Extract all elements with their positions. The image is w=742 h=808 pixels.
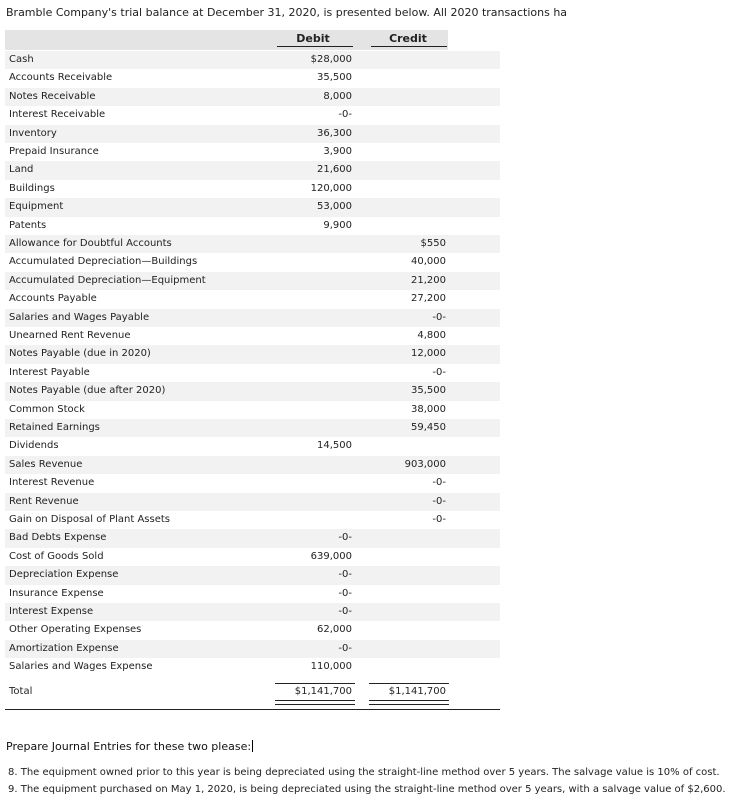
credit-amount: 12,000 bbox=[411, 348, 446, 360]
debit-amount: 110,000 bbox=[310, 661, 352, 673]
debit-amount: -0- bbox=[338, 606, 352, 617]
credit-amount: -0- bbox=[432, 311, 446, 323]
table-row bbox=[5, 566, 500, 584]
prompt-label: Prepare Journal Entries for these two please: bbox=[6, 740, 252, 753]
prompt-text[interactable] bbox=[6, 740, 253, 753]
requirement-8: 8. The equipment owned prior to this year is being depreciated using the straight-line method over 5 years. The salvage value is 10% of cost. bbox=[8, 767, 720, 778]
credit-amount: -0- bbox=[432, 477, 446, 489]
account-name: Buildings bbox=[9, 182, 55, 194]
debit-amount: -0- bbox=[338, 569, 352, 581]
account-name: Retained Earnings bbox=[9, 422, 100, 433]
debit-amount: 62,000 bbox=[317, 624, 352, 636]
table-row bbox=[5, 419, 500, 437]
table-row bbox=[5, 585, 500, 603]
account-name: Accounts Payable bbox=[9, 293, 97, 305]
credit-amount: 21,200 bbox=[411, 274, 446, 286]
credit-total-top-rule bbox=[369, 683, 449, 684]
debit-amount: 8,000 bbox=[323, 90, 352, 102]
table-row bbox=[5, 198, 500, 216]
account-name: Notes Payable (due after 2020) bbox=[9, 385, 166, 397]
debit-amount: 3,900 bbox=[323, 146, 352, 157]
table-row bbox=[5, 51, 500, 69]
credit-amount: 35,500 bbox=[411, 385, 446, 397]
table-row bbox=[5, 364, 500, 382]
total-row bbox=[5, 683, 500, 703]
credit-amount: -0- bbox=[432, 495, 446, 507]
table-row bbox=[5, 253, 500, 271]
table-row bbox=[5, 125, 500, 143]
debit-amount: 14,500 bbox=[317, 440, 352, 452]
account-name: Salaries and Wages Payable bbox=[9, 311, 150, 323]
text-caret bbox=[252, 740, 253, 752]
table-row bbox=[5, 621, 500, 639]
account-name: Amortization Expense bbox=[9, 642, 119, 654]
account-name: Accounts Receivable bbox=[9, 72, 113, 84]
account-name: Common Stock bbox=[9, 403, 85, 415]
account-name: Notes Receivable bbox=[9, 90, 96, 102]
total-label: Total bbox=[9, 685, 33, 697]
credit-amount: -0- bbox=[432, 514, 446, 525]
debit-amount: -0- bbox=[338, 642, 352, 654]
table-row bbox=[5, 474, 500, 492]
account-name: Unearned Rent Revenue bbox=[9, 330, 131, 341]
table-row bbox=[5, 88, 500, 106]
account-name: Accumulated Depreciation—Buildings bbox=[9, 256, 198, 268]
credit-amount: 40,000 bbox=[411, 256, 446, 268]
debit-header-underline bbox=[277, 46, 353, 47]
account-name: Inventory bbox=[9, 127, 57, 139]
debit-amount: 639,000 bbox=[310, 550, 352, 562]
table-row bbox=[5, 437, 500, 455]
table-header bbox=[5, 30, 448, 50]
debit-amount: 120,000 bbox=[310, 182, 352, 194]
table-row bbox=[5, 327, 500, 345]
table-row bbox=[5, 106, 500, 124]
debit-total-top-rule bbox=[275, 683, 355, 684]
table-bottom-rule bbox=[5, 709, 500, 710]
total-credit: $1,141,700 bbox=[388, 685, 446, 697]
account-name: Cash bbox=[9, 54, 34, 65]
account-name: Cost of Goods Sold bbox=[9, 550, 104, 562]
table-row bbox=[5, 658, 500, 676]
table-row bbox=[5, 511, 500, 529]
debit-column-header: Debit bbox=[296, 32, 330, 45]
debit-total-double-rule bbox=[275, 700, 355, 705]
credit-header-underline bbox=[371, 46, 447, 47]
requirement-9: 9. The equipment purchased on May 1, 2020, is being depreciated using the straight-line method over 5 years, with a salvage value of $2,600. bbox=[8, 784, 726, 795]
table-row bbox=[5, 401, 500, 419]
debit-amount: -0- bbox=[338, 532, 352, 544]
account-name: Patents bbox=[9, 219, 47, 231]
debit-amount: 9,900 bbox=[323, 219, 352, 231]
account-name: Interest Revenue bbox=[9, 477, 95, 489]
credit-amount: 38,000 bbox=[411, 403, 446, 415]
account-name: Gain on Disposal of Plant Assets bbox=[9, 514, 170, 525]
table-row bbox=[5, 345, 500, 363]
credit-column-header: Credit bbox=[389, 32, 427, 45]
table-row bbox=[5, 309, 500, 327]
total-debit: $1,141,700 bbox=[294, 685, 352, 697]
table-row bbox=[5, 272, 500, 290]
table-row bbox=[5, 548, 500, 566]
table-row bbox=[5, 143, 500, 161]
debit-amount: -0- bbox=[338, 109, 352, 121]
credit-amount: 59,450 bbox=[411, 422, 446, 433]
debit-amount: 53,000 bbox=[317, 201, 352, 213]
table-row bbox=[5, 456, 500, 474]
table-row bbox=[5, 493, 500, 511]
credit-total-double-rule bbox=[369, 700, 449, 705]
account-name: Prepaid Insurance bbox=[9, 146, 99, 157]
table-row bbox=[5, 180, 500, 198]
table-row bbox=[5, 69, 500, 87]
account-name: Allowance for Doubtful Accounts bbox=[9, 238, 172, 249]
account-name: Insurance Expense bbox=[9, 587, 104, 599]
account-name: Rent Revenue bbox=[9, 495, 79, 507]
credit-amount: 903,000 bbox=[404, 458, 446, 470]
table-row bbox=[5, 217, 500, 235]
intro-text: Bramble Company's trial balance at December 31, 2020, is presented below. All 2020 transactions ha bbox=[6, 6, 568, 19]
account-name: Equipment bbox=[9, 201, 64, 213]
table-row bbox=[5, 603, 500, 621]
debit-amount: $28,000 bbox=[310, 54, 352, 65]
credit-amount: 27,200 bbox=[411, 293, 446, 305]
account-name: Accumulated Depreciation—Equipment bbox=[9, 274, 206, 286]
debit-amount: -0- bbox=[338, 587, 352, 599]
debit-amount: 36,300 bbox=[317, 127, 352, 139]
table-row bbox=[5, 640, 500, 658]
account-name: Interest Receivable bbox=[9, 109, 106, 121]
account-name: Dividends bbox=[9, 440, 59, 452]
account-name: Interest Payable bbox=[9, 366, 90, 378]
account-name: Other Operating Expenses bbox=[9, 624, 142, 636]
table-row bbox=[5, 290, 500, 308]
table-row bbox=[5, 529, 500, 547]
account-name: Interest Expense bbox=[9, 606, 94, 617]
account-name: Notes Payable (due in 2020) bbox=[9, 348, 151, 360]
credit-amount: -0- bbox=[432, 366, 446, 378]
credit-amount: $550 bbox=[420, 238, 446, 249]
debit-amount: 21,600 bbox=[317, 164, 352, 176]
account-name: Bad Debts Expense bbox=[9, 532, 107, 544]
account-name: Sales Revenue bbox=[9, 458, 83, 470]
debit-amount: 35,500 bbox=[317, 72, 352, 84]
account-name: Salaries and Wages Expense bbox=[9, 661, 153, 673]
account-name: Depreciation Expense bbox=[9, 569, 119, 581]
table-row bbox=[5, 161, 500, 179]
account-name: Land bbox=[9, 164, 34, 176]
credit-amount: 4,800 bbox=[417, 330, 446, 341]
table-row bbox=[5, 235, 500, 253]
table-row bbox=[5, 382, 500, 400]
